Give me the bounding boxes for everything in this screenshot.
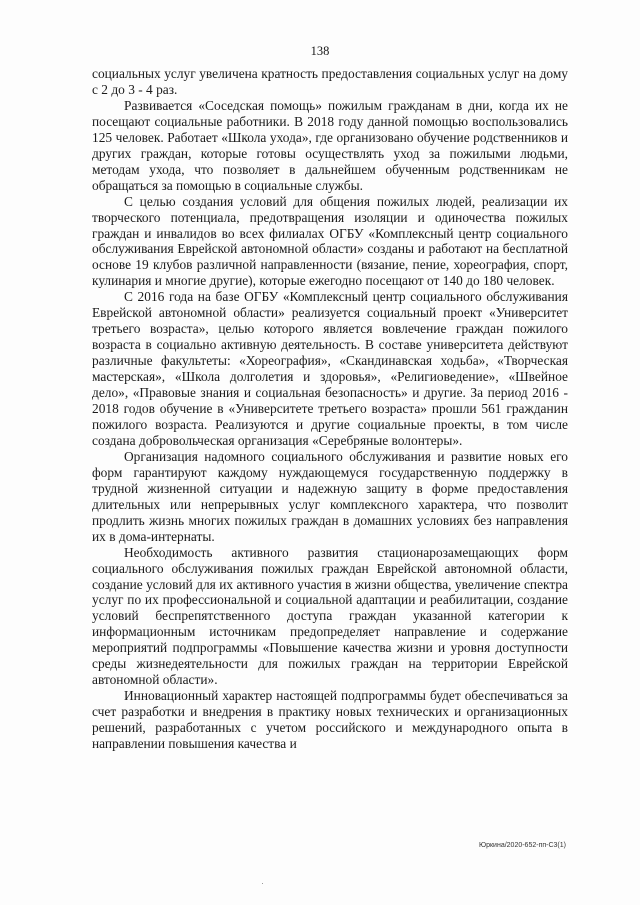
document-reference-code: Юркина/2020-652-пп-С3(1): [479, 842, 566, 849]
paragraph-clubs: С целью создания условий для общения пожилых людей, реализации их творческого потенциала, предотвращения изоляции и одиночества пожилых граждан и инвалидов во всех филиалах ОГБУ «Комплексный центр социального обслуживания Еврейской автономной области» созданы и работают на бесплатной основе 19 клубов различной направленности (вязание, пение, хореография, спорт, кулинария и многие другие), которые ежегодно посещают от 140 до 180 человек.: [92, 193, 568, 289]
page-number: 138: [310, 44, 330, 58]
paragraph-home-service: Организация надомного социального обслуживания и развитие новых его форм гарантируют каждому нуждающемуся государственную поддержку в трудной жизненной ситуации и надежную защиту в форме предоставления длительных или непрерывных услуг комплексного характера, что позволит продлить жизнь многих пожилых граждан в домашних условиях без направления их в дома-интернаты.: [92, 448, 568, 544]
document-body: [92, 66, 568, 752]
paragraph-necessity: Необходимость активного развития стационарозамещающих форм социального обслуживания пожилых граждан Еврейской автономной области, создание условий для их активного участия в жизни общества, увеличение спектра услуг по их профессиональной и социальной адаптации и реабилитации, создание условий беспрепятственного доступа граждан указанной категории к информационным источникам предопределяет направление и содержание мероприятий подпрограммы «Повышение качества жизни и уровня доступности среды жизнедеятельности для пожилых граждан на территории Еврейской автономной области».: [92, 544, 568, 688]
paragraph-continuation: социальных услуг увеличена кратность предоставления социальных услуг на дому с 2 до 3 - 4 раз.: [92, 66, 568, 97]
paragraph-university: С 2016 года на базе ОГБУ «Комплексный центр социального обслуживания Еврейской автономной области» реализуется социальный проект «Университет третьего возраста», целью которого является вовлечение граждан пожилого возраста в социально активную деятельность. В составе университета действуют различные факультеты: «Хореография», «Скандинавская ходьба», «Творческая мастерская», «Школа долголетия и здоровья», «Религиоведение», «Швейное дело», «Правовые знания и социальная безопасность» и другие. За период 2016 - 2018 годов обучение в «Университете третьего возраста» прошли 561 гражданин пожилого возраста. Реализуются и другие социальные проекты, в том числе создана добровольческая организация «Серебряные волонтеры».: [92, 289, 568, 448]
paragraph-innovation: Инновационный характер настоящей подпрограммы будет обеспечиваться за счет разработки и внедрения в практику новых технических и организационных решений, разработанных с учетом российского и международного опыта в направлении повышения качества и: [92, 688, 568, 752]
scan-speck: [262, 883, 263, 884]
paragraph-neighbor-help: Развивается «Соседская помощь» пожилым гражданам в дни, когда их не посещают социальные работники. В 2018 году данной помощью воспользовались 125 человек. Работает «Школа ухода», где организовано обучение родственников и других граждан, которые готовы осуществлять уход за пожилыми людьми, методам ухода, что позволяет в дальнейшем обученным родственникам не обращаться за помощью в социальные службы.: [92, 97, 568, 193]
